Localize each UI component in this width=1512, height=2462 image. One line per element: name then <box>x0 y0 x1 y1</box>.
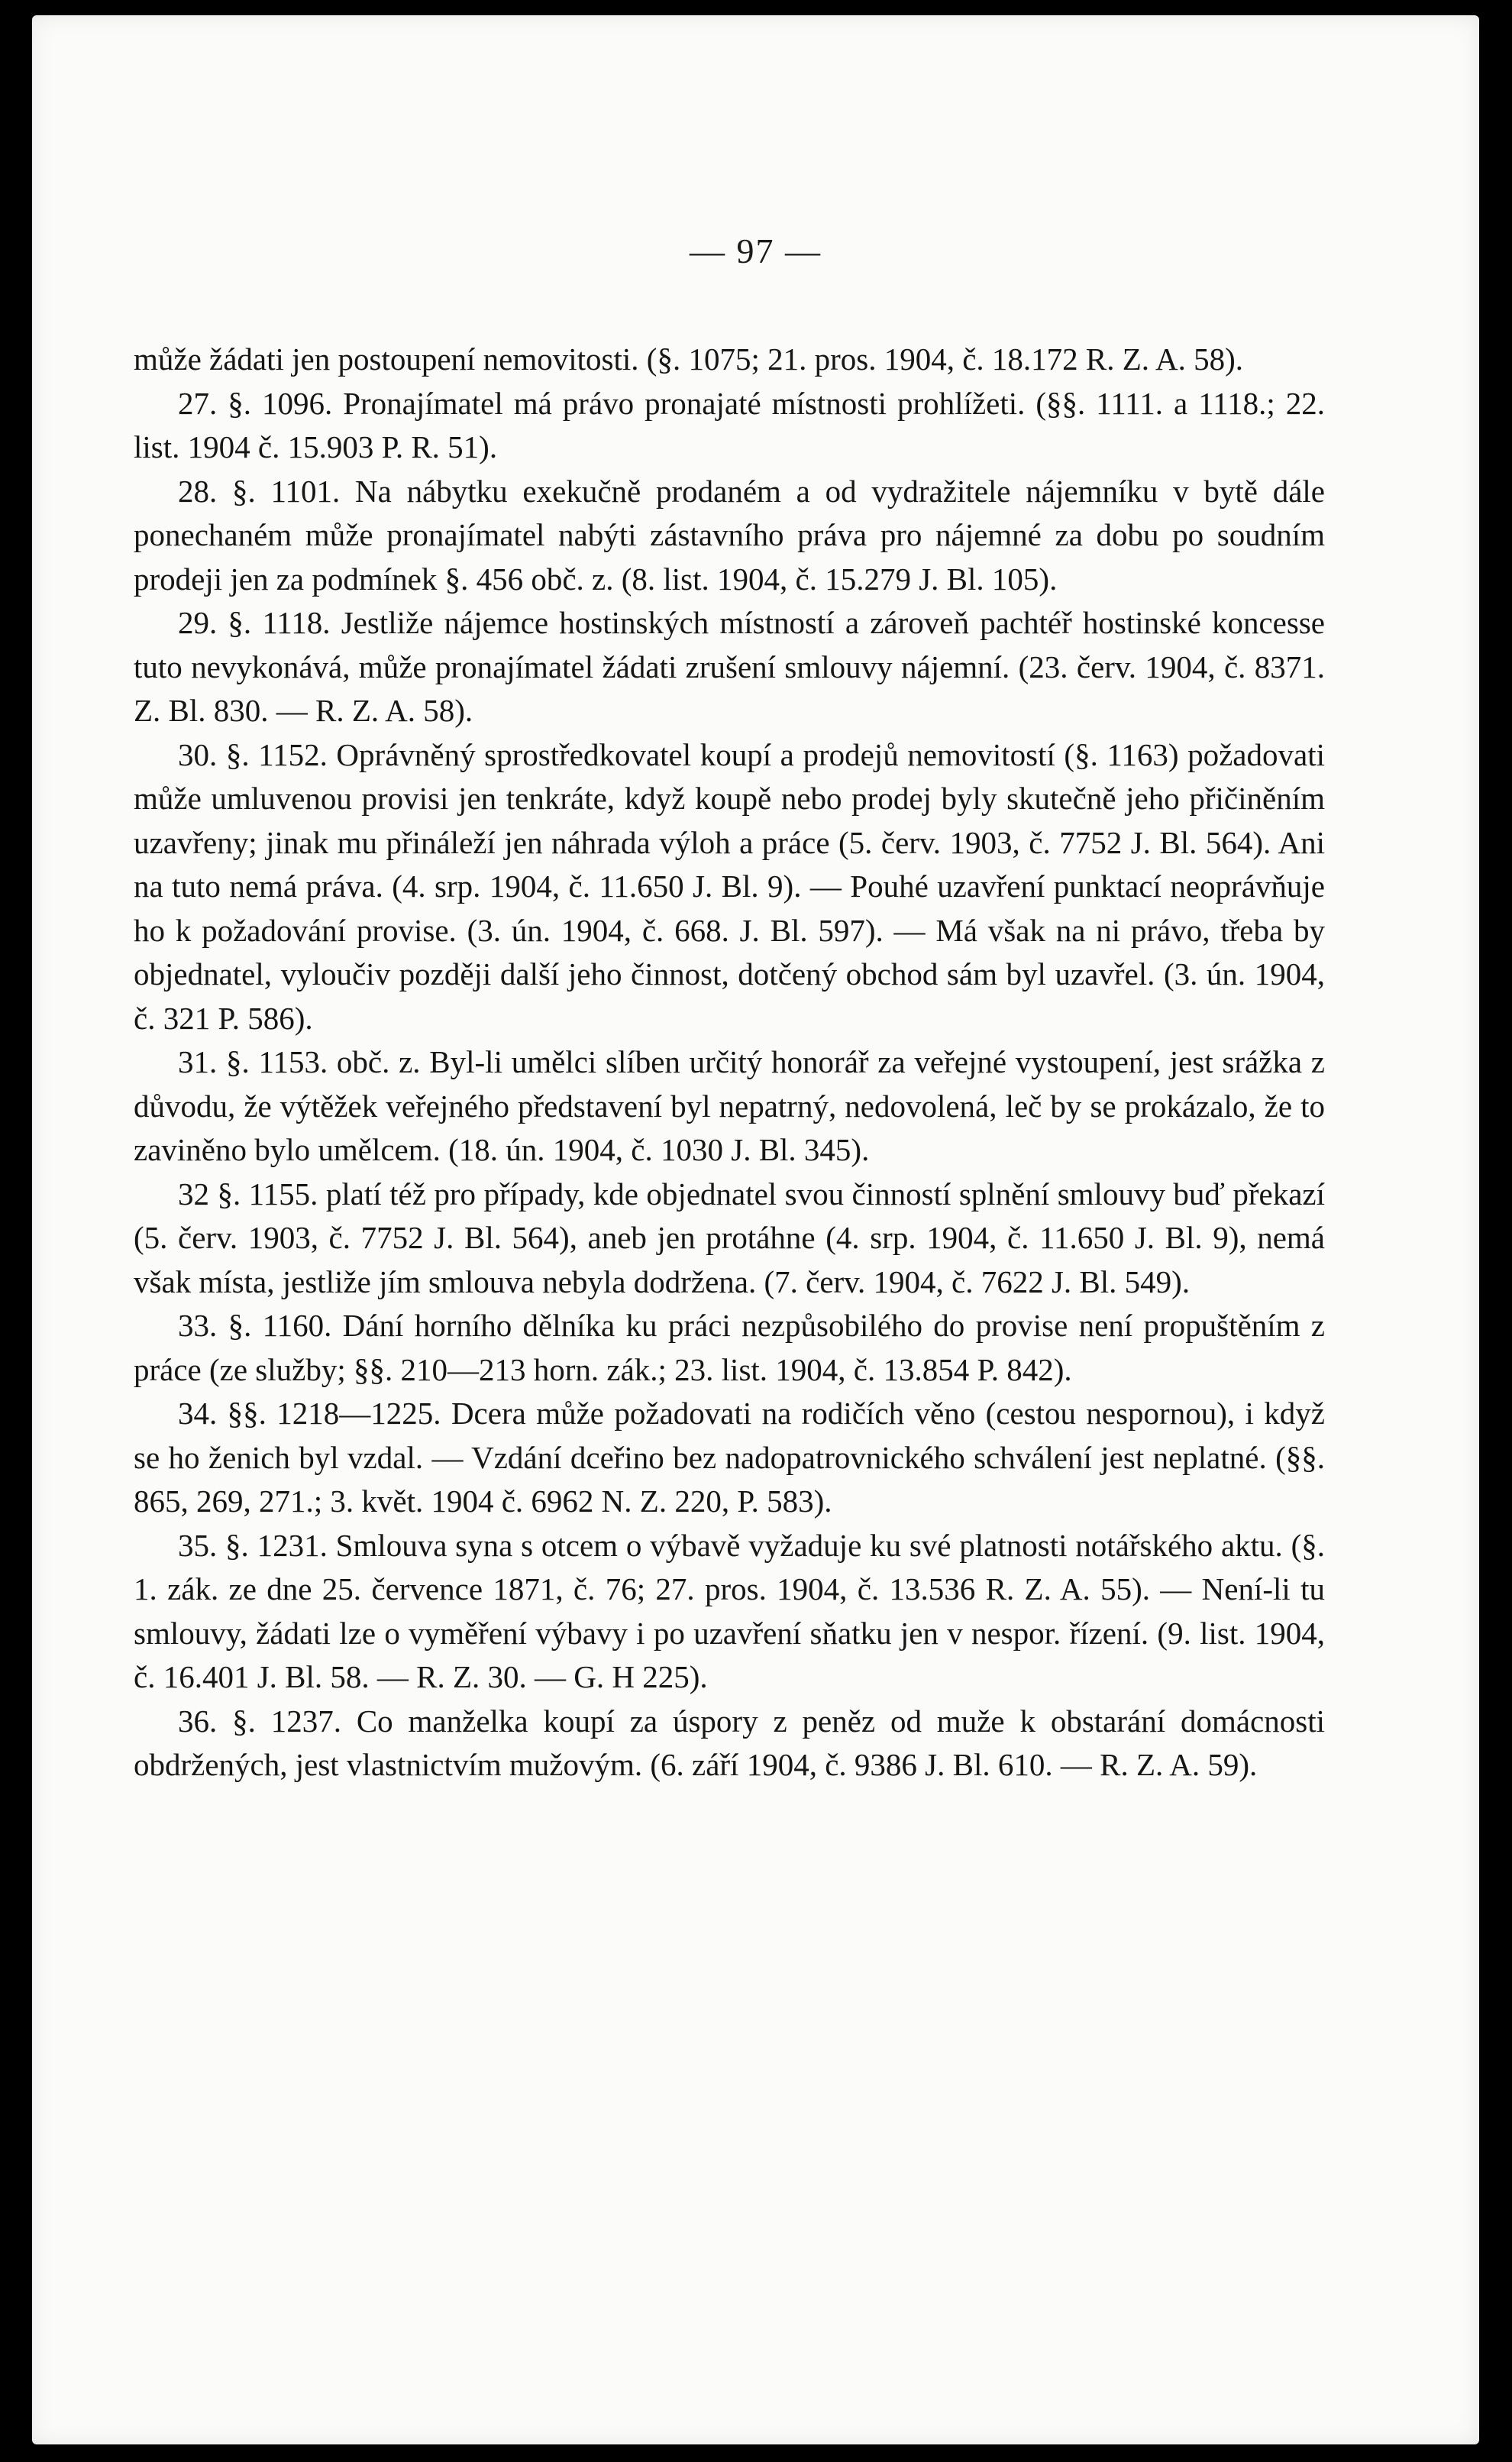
paragraph-32: 32 §. 1155. platí též pro případy, kde objednatel svou činností splnění smlouvy buď překazí (5. červ. 1903, č. 7752 J. Bl. 564), aneb jen protáhne (4. srp. 1904, č. 11.650 J. Bl. 9), nemá však místa, jestliže jím smlouva nebyla dodržena. (7. červ. 1904, č. 7622 J. Bl. 549). <box>134 1176 1325 1299</box>
page-number: — 97 — <box>690 231 822 270</box>
paragraph-28: 28. §. 1101. Na nábytku exekučně prodaném a od vydražitele nájemníku v bytě dále ponechaném může pronajímatel nabýti zástavního práva pro nájemné za dobu po soudním prodeji jen za podmínek §. 456 obč. z. (8. list. 1904, č. 15.279 J. Bl. 105). <box>134 473 1325 597</box>
paragraph-34: 34. §§. 1218—1225. Dcera může požadovati na rodičích věno (cestou nespornou), i když se ho ženich byl vzdal. — Vzdání dceřino bez nadopatrovnického schválení jest neplatné. (§§. 865, 269, 271.; 3. květ. 1904 č. 6962 N. Z. 220, P. 583). <box>134 1396 1325 1519</box>
paragraph-36: 36. §. 1237. Co manželka koupí za úspory z peněz od muže k obstarání domácnosti obdržených, jest vlastnictvím mužovým. (6. září 1904, č. 9386 J. Bl. 610. — R. Z. A. 59). <box>134 1703 1325 1782</box>
paragraph-27: 27. §. 1096. Pronajímatel má právo pronajaté místnosti prohlížeti. (§§. 1111. a 1118.; 22. list. 1904 č. 15.903 P. R. 51). <box>134 385 1325 464</box>
body-text <box>134 338 1325 1787</box>
paragraph-33: 33. §. 1160. Dání horního dělníka ku práci nezpůsobilého do provise není propuštěním z práce (ze služby; §§. 210—213 horn. zák.; 23. list. 1904, č. 13.854 P. 842). <box>134 1308 1325 1387</box>
paragraph-35: 35. §. 1231. Smlouva syna s otcem o výbavě vyžaduje ku své platnosti notářského aktu. (§. 1. zák. ze dne 25. července 1871, č. 76; 27. pros. 1904, č. 13.536 R. Z. A. 55). — Není-li tu smlouvy, žádati lze o vyměření výbavy i po uzavření sňatku jen v nespor. řízení. (9. list. 1904, č. 16.401 J. Bl. 58. — R. Z. 30. — G. H 225). <box>134 1527 1325 1694</box>
book-page <box>32 15 1479 2444</box>
paragraph-30: 30. §. 1152. Oprávněný sprostředkovatel koupí a prodejů nemovitostí (§. 1163) požadovati může umluvenou provisi jen tenkráte, když koupě nebo prodej byly skutečně jeho přičiněním uzavřeny; jinak mu přináleží jen náhrada výloh a práce (5. červ. 1903, č. 7752 J. Bl. 564). Ani na tuto nemá práva. (4. srp. 1904, č. 11.650 J. Bl. 9). — Pouhé uzavření punktací neoprávňuje ho k požadování provise. (3. ún. 1904, č. 668. J. Bl. 597). — Má však na ni právo, třeba by objednatel, vyloučiv později další jeho činnost, dotčený obchod sám byl uzavřel. (3. ún. 1904, č. 321 P. 586). <box>134 736 1325 1036</box>
paragraph-continuation: může žádati jen postoupení nemovitosti. (§. 1075; 21. pros. 1904, č. 18.172 R. Z. A. 58). <box>134 341 1244 377</box>
paragraph-31: 31. §. 1153. obč. z. Byl-li umělci slíben určitý honorář za veřejné vystoupení, jest srážka z důvodu, že výtěžek veřejného představení byl nepatrný, nedovolená, leč by se prokázalo, že to zaviněno bylo umělcem. (18. ún. 1904, č. 1030 J. Bl. 345). <box>134 1044 1325 1167</box>
paragraph-29: 29. §. 1118. Jestliže nájemce hostinských místností a zároveň pachtéř hostinské koncesse tuto nevykonává, může pronajímatel žádati zrušení smlouvy nájemní. (23. červ. 1904, č. 8371. Z. Bl. 830. — R. Z. A. 58). <box>134 605 1325 728</box>
